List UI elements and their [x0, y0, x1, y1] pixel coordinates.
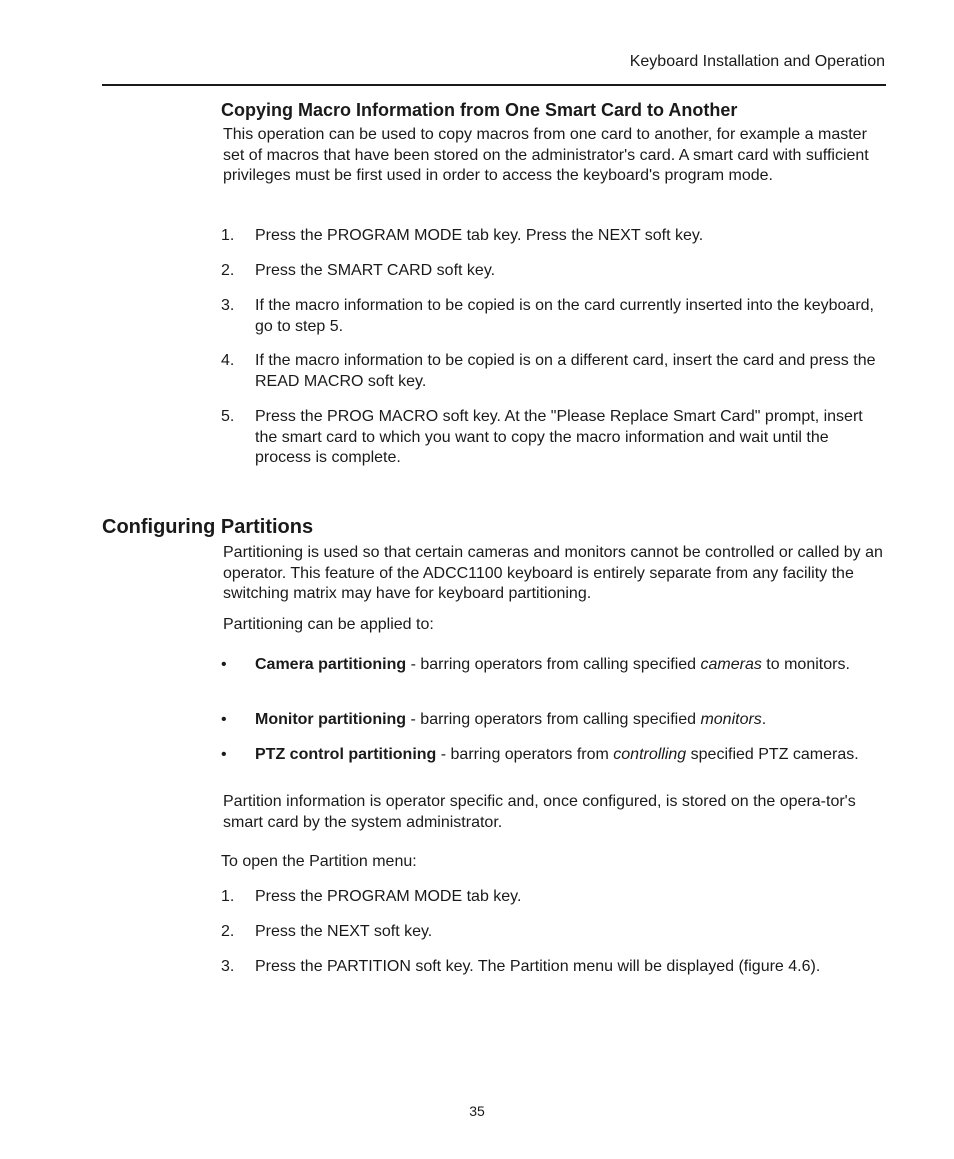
- bullet-term: Monitor partitioning: [255, 711, 407, 728]
- step-text: Press the SMART CARD soft key.: [255, 262, 496, 279]
- step-text: Press the NEXT soft key.: [255, 923, 433, 940]
- bullet-marker: •: [221, 711, 227, 728]
- step-number: 5.: [221, 408, 235, 425]
- step-number: 1.: [221, 227, 235, 244]
- step-number: 2.: [221, 262, 235, 279]
- step-text: Press the PROGRAM MODE tab key.: [255, 888, 522, 905]
- step-text: Press the PROGRAM MODE tab key. Press the NEXT soft key.: [255, 227, 704, 244]
- running-header: Keyboard Installation and Operation: [629, 53, 885, 70]
- step-number: 3.: [221, 297, 235, 314]
- bullet-item-ptz-partitioning: [221, 745, 887, 766]
- copy-step: [221, 261, 887, 282]
- section-heading-partitions: Configuring Partitions: [102, 516, 314, 538]
- step-number: 2.: [221, 923, 235, 940]
- bullet-item-monitor-partitioning: [221, 710, 887, 731]
- section-heading-copy-macro: Copying Macro Information from One Smart Card to Another: [221, 100, 738, 120]
- bullet-text: [255, 745, 887, 766]
- partition-step: [221, 887, 887, 908]
- partition-step: [221, 957, 887, 978]
- partition-step: [221, 922, 887, 943]
- bullet-marker: •: [221, 656, 227, 673]
- open-partition-menu-label: To open the Partition menu:: [221, 853, 417, 870]
- bullet-desc: - barring operators from calling specified: [406, 656, 701, 673]
- copy-step: [221, 351, 887, 392]
- step-number: 4.: [221, 352, 235, 369]
- bullet-text: [255, 710, 887, 731]
- partitions-applied-to: Partitioning can be applied to:: [223, 616, 434, 633]
- bullet-desc-end: to monitors.: [761, 656, 850, 673]
- bullet-text: [255, 655, 887, 676]
- bullet-item-camera-partitioning: [221, 655, 887, 676]
- copy-macro-intro: This operation can be used to copy macros from one card to another, for example a master set of macros that have been stored on the administrator's card. A smart card with sufficient privileges must be first used in order to access the keyboard's program mode.: [223, 126, 869, 184]
- step-text: Press the PARTITION soft key. The Partition menu will be displayed (figure 4.6).: [255, 958, 821, 975]
- bullet-emphasis: controlling: [613, 746, 687, 763]
- partition-operator-note: Partition information is operator specific and, once configured, is stored on the opera-tor's smart card by the system administrator.: [223, 793, 856, 831]
- page-number: 35: [469, 1103, 485, 1119]
- step-number: 1.: [221, 888, 235, 905]
- step-text: Press the PROG MACRO soft key. At the "Please Replace Smart Card" prompt, insert the smart card to which you want to copy the macro information and wait until the process is complete.: [255, 408, 863, 466]
- bullet-desc: - barring operators from calling specified: [406, 711, 701, 728]
- step-text: If the macro information to be copied is on the card currently inserted into the keyboard, go to step 5.: [255, 297, 874, 335]
- bullet-desc-end: specified PTZ cameras.: [686, 746, 859, 763]
- copy-step: [221, 407, 887, 469]
- bullet-marker: •: [221, 746, 227, 763]
- bullet-desc: - barring operators from: [436, 746, 614, 763]
- copy-step: [221, 296, 887, 337]
- bullet-emphasis: cameras: [700, 656, 762, 673]
- bullet-term: Camera partitioning: [255, 656, 407, 673]
- header-rule: [102, 84, 886, 86]
- bullet-term: PTZ control partitioning: [255, 746, 437, 763]
- step-text: If the macro information to be copied is on a different card, insert the card and press the READ MACRO soft key.: [255, 352, 876, 390]
- copy-step: [221, 226, 887, 247]
- bullet-emphasis: monitors: [700, 711, 762, 728]
- partitions-intro: Partitioning is used so that certain cameras and monitors cannot be controlled or called by an operator. This feature of the ADCC1100 keyboard is entirely separate from any facility the switching matrix may have for keyboard partitioning.: [223, 544, 883, 602]
- bullet-desc-end: .: [761, 711, 767, 728]
- step-number: 3.: [221, 958, 235, 975]
